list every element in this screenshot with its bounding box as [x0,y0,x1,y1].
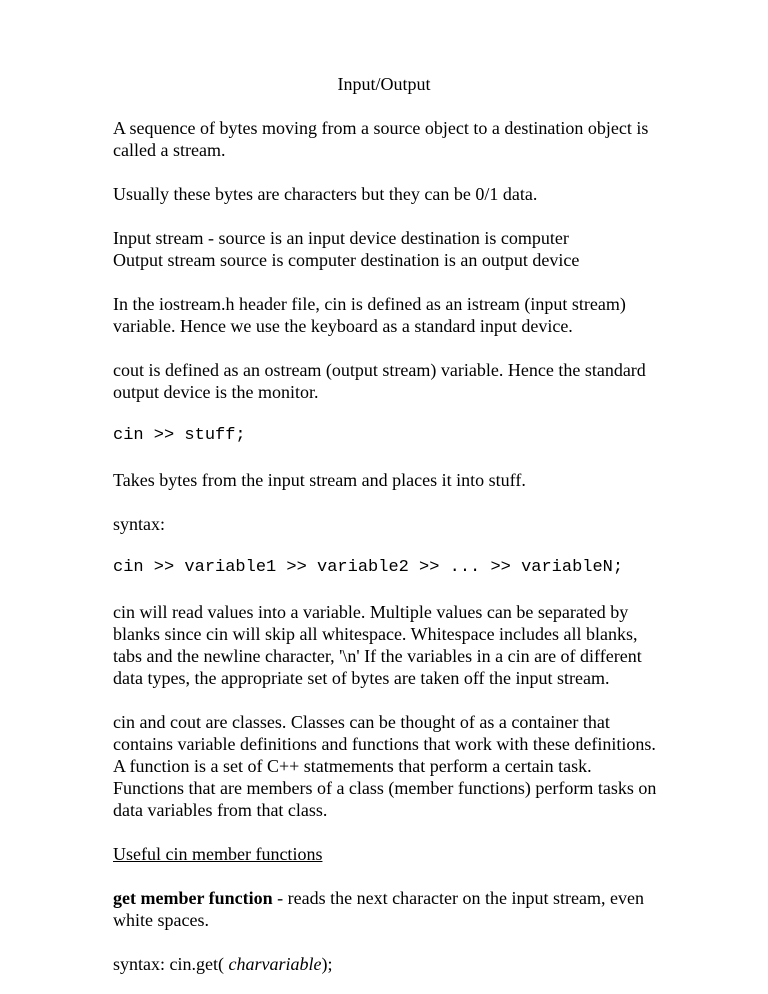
text-line: data variables from that class. [113,800,328,820]
text-line: Takes bytes from the input stream and places it into stuff. [113,470,526,490]
code-example-cin: cin >> stuff; [113,426,246,445]
text-line: cin will read values into a variable. Multiple values can be separated by [113,602,629,622]
text-line: cout is defined as an ostream (output stream) variable. Hence the standard [113,360,646,380]
text-line: tabs and the newline character, '\n' If the variables in a cin are of different [113,646,642,666]
text-line [113,953,673,975]
syntax-suffix: ); [321,954,333,974]
paragraph-cin [113,293,673,337]
section-heading-member-functions [113,843,673,865]
section-heading: Useful cin member functions [113,844,323,864]
text-line: A sequence of bytes moving from a source object to a destination object is [113,118,649,138]
paragraph-whitespace [113,601,673,689]
text-line: syntax: [113,514,165,534]
paragraph-bytes [113,183,673,205]
paragraph-stream-types [113,227,673,271]
paragraph-classes [113,711,673,821]
text-line: blanks since cin will skip all whitespace. Whitespace includes all blanks, [113,624,638,644]
text-line: data types, the appropriate set of bytes are taken off the input stream. [113,668,610,688]
text-line: A function is a set of C++ statmements that perform a certain task. [113,756,592,776]
paragraph-get-syntax [113,953,673,975]
text-line: Output stream source is computer destination is an output device [113,250,580,270]
text-line: cin and cout are classes. Classes can be thought of as a container that [113,712,610,732]
text-line: In the iostream.h header file, cin is defined as an istream (input stream) [113,294,626,314]
text-line: variable. Hence we use the keyboard as a standard input device. [113,316,573,336]
text-line: output device is the monitor. [113,382,319,402]
text-line: Input stream - source is an input device destination is computer [113,228,569,248]
document-title: Input/Output [337,74,431,94]
paragraph-get-function [113,887,673,931]
text-line: called a stream. [113,140,226,160]
text-line: Functions that are members of a class (member functions) perform tasks on [113,778,657,798]
paragraph-syntax-label [113,513,673,535]
text-line [113,887,673,909]
text-line: Usually these bytes are characters but they can be 0/1 data. [113,184,538,204]
term-get-member-function: get member function [113,888,273,908]
paragraph-takes-bytes [113,469,673,491]
paragraph-cout [113,359,673,403]
term-description: - reads the next character on the input stream, even [272,888,644,908]
code-example-syntax: cin >> variable1 >> variable2 >> ... >> variableN; [113,558,624,577]
syntax-prefix: syntax: cin.get( [113,954,229,974]
paragraph-stream-definition [113,117,673,161]
text-line: contains variable definitions and functions that work with these definitions. [113,734,656,754]
syntax-parameter: charvariable [228,954,322,974]
text-line: white spaces. [113,910,209,930]
